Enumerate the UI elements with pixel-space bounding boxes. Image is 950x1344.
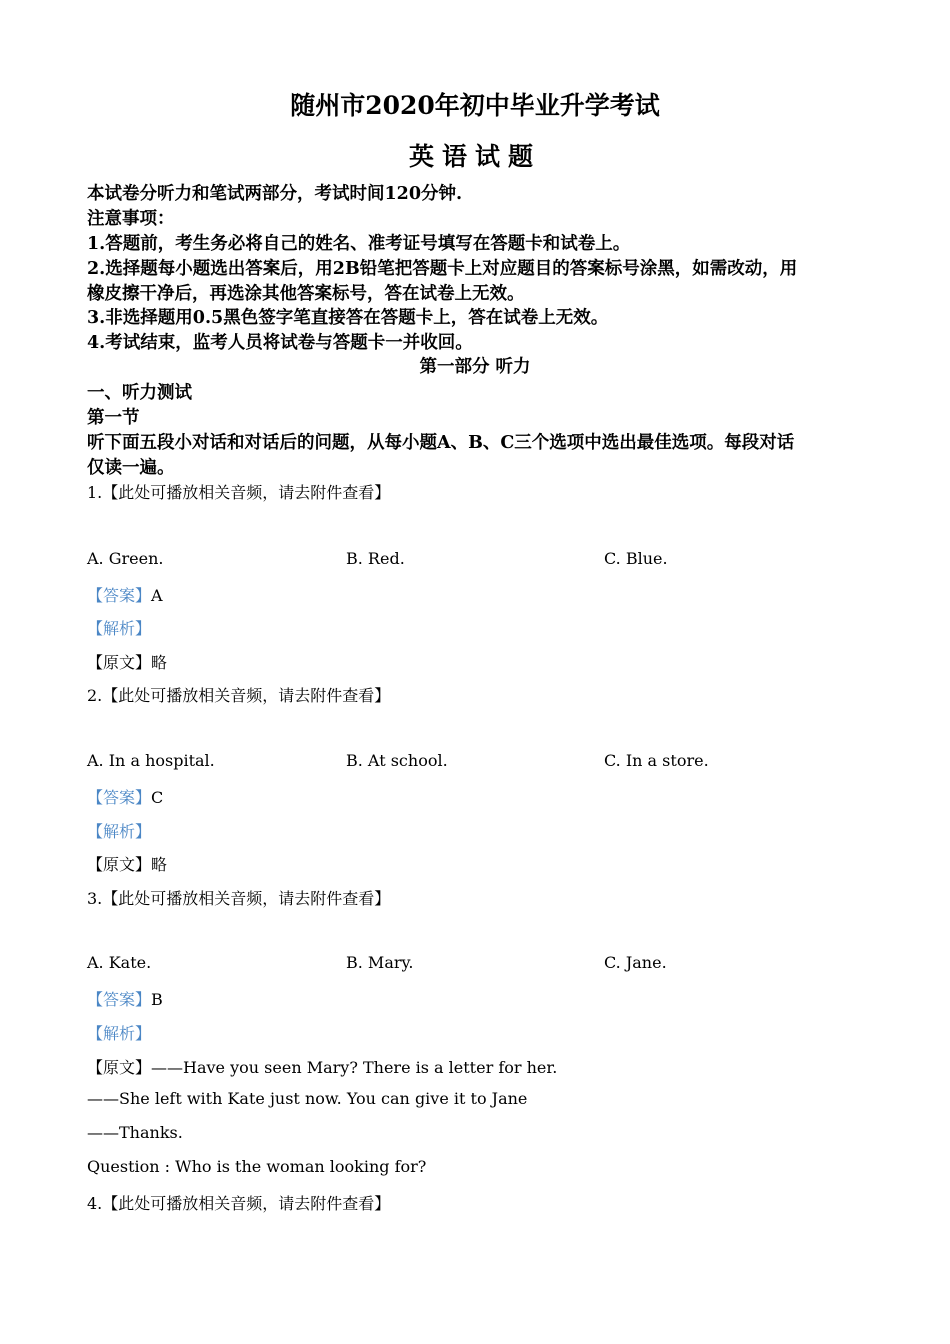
question-2-stem: 2.【此处可播放相关音频，请去附件查看】 [87,686,391,705]
section-heading: 一、听力测试 [87,383,192,403]
part-heading: 第一部分 听力 [419,357,531,377]
directions-line-2: 仅读一遍。 [87,458,175,478]
question-3-answer [87,987,163,1010]
answer-label: 【答案】 [87,788,152,807]
original-text: 略 [151,855,168,874]
notice-item-2-line-1: 2.选择题每小题选出答案后，用2B铅笔把答题卡上对应题目的答案标号涂黑，如需改动，用 [87,259,798,279]
question-1-stem: 1.【此处可播放相关音频，请去附件查看】 [87,483,391,502]
question-2-option-b: B. At school. [346,751,448,770]
question-1-answer [87,583,163,606]
subsection-heading: 第一节 [87,408,140,428]
question-3-question-line: Question : Who is the woman looking for? [87,1157,427,1176]
question-1-option-c: C. Blue. [604,549,668,568]
question-3-option-b: B. Mary. [346,953,414,972]
question-3-stem: 3.【此处可播放相关音频，请去附件查看】 [87,889,391,908]
question-2-option-a: A. In a hospital. [87,751,215,770]
answer-value: A [151,586,163,605]
exam-title: 随州市2020年初中毕业升学考试 [290,91,660,120]
question-1-analysis-label: 【解析】 [87,619,152,638]
notice-item-3: 3.非选择题用0.5黑色签字笔直接答在答题卡上，答在试卷上无效。 [87,308,609,328]
question-3-option-c: C. Jane. [604,953,667,972]
intro-text: 本试卷分听力和笔试两部分，考试时间120分钟. [87,184,463,204]
answer-label: 【答案】 [87,990,152,1009]
original-text: ——Have you seen Mary? There is a letter for her. [151,1058,558,1077]
original-label: 【原文】 [87,855,152,874]
notice-item-4: 4.考试结束，监考人员将试卷与答题卡一并收回。 [87,333,473,353]
original-label: 【原文】 [87,1058,152,1077]
question-2-option-c: C. In a store. [604,751,709,770]
question-2-original [87,852,167,875]
question-2-analysis-label: 【解析】 [87,822,152,841]
question-3-analysis-label: 【解析】 [87,1024,152,1043]
question-3-option-a: A. Kate. [87,953,152,972]
notice-item-1: 1.答题前，考生务必将自己的姓名、准考证号填写在答题卡和试卷上。 [87,234,631,254]
directions-line-1: 听下面五段小对话和对话后的问题，从每小题A、B、C三个选项中选出最佳选项。每段对话 [87,433,795,453]
question-4-stem: 4.【此处可播放相关音频，请去附件查看】 [87,1194,391,1213]
dialogue-line: ——Thanks. [87,1123,183,1142]
original-text: 略 [151,653,168,672]
question-1-option-b: B. Red. [346,549,405,568]
original-label: 【原文】 [87,653,152,672]
question-1-original [87,650,167,673]
question-1-option-a: A. Green. [87,549,164,568]
answer-value: B [151,990,163,1009]
question-3-original [87,1055,557,1078]
exam-subtitle: 英语试题 [408,142,541,171]
answer-value: C [151,788,164,807]
question-2-answer [87,785,163,808]
notice-title: 注意事项： [87,209,175,229]
dialogue-line: ——She left with Kate just now. You can give it to Jane [87,1089,528,1108]
answer-label: 【答案】 [87,586,152,605]
notice-item-2-line-2: 橡皮擦干净后，再选涂其他答案标号，答在试卷上无效。 [87,284,525,304]
